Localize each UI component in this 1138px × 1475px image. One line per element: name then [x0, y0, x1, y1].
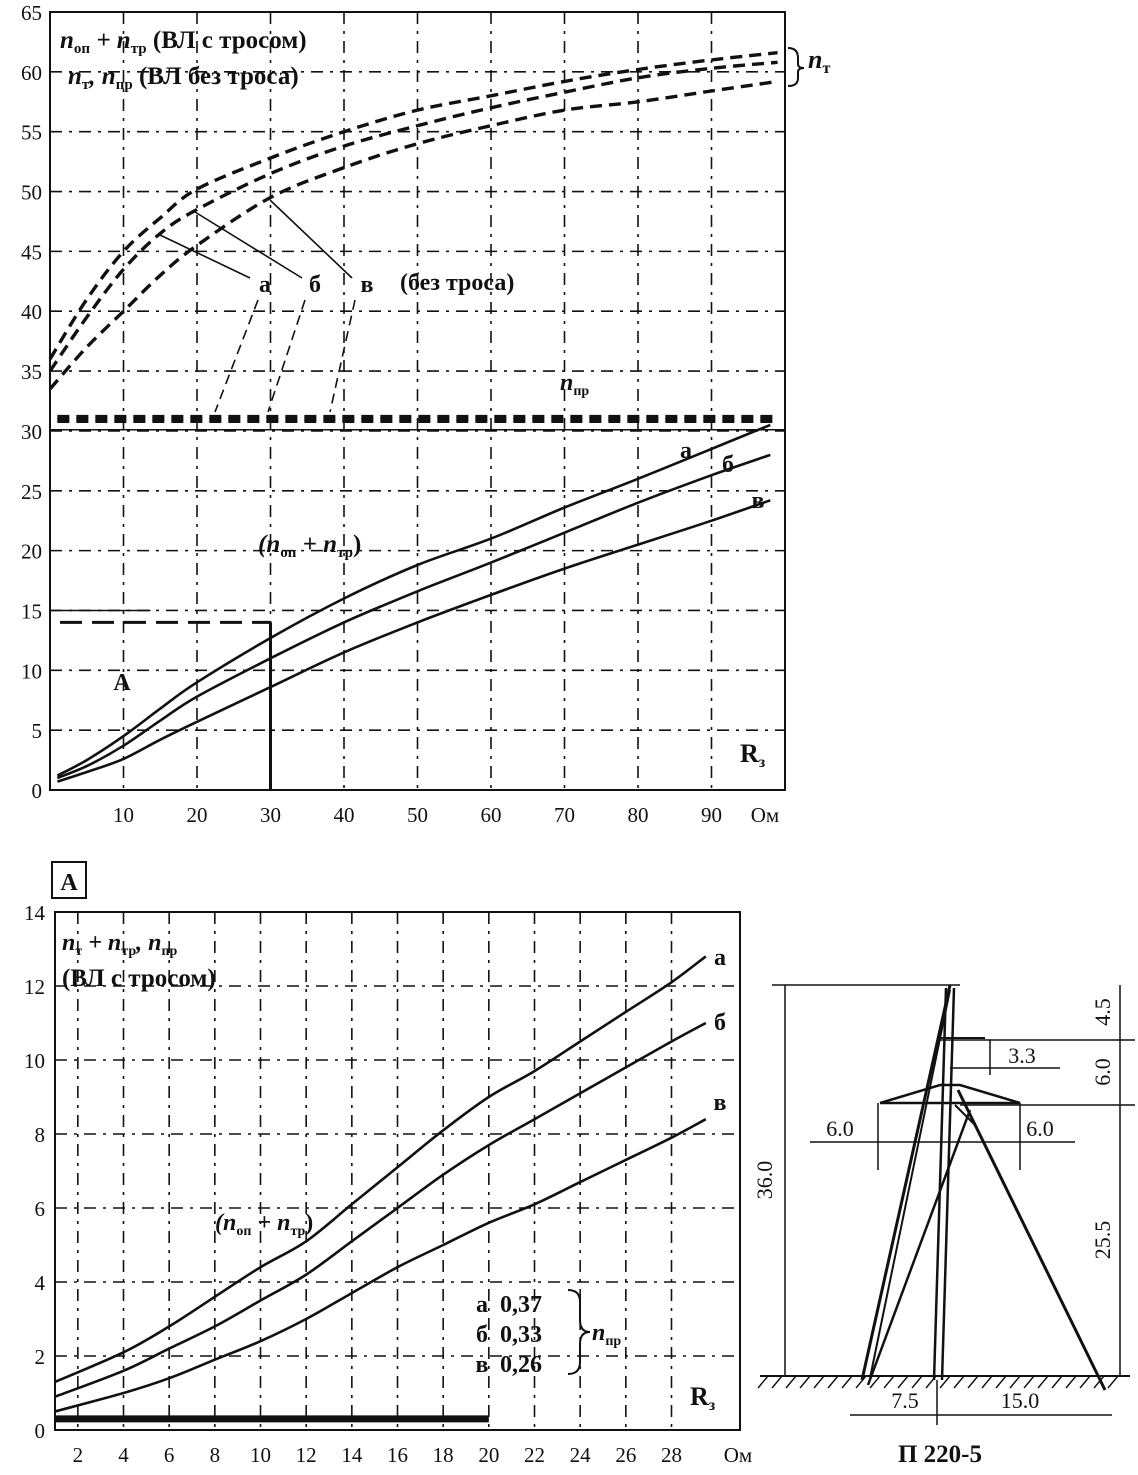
- bottom-y-tick-label: 14: [24, 901, 45, 925]
- bottom-y-tick-label: 8: [34, 1123, 45, 1147]
- bottom-y-tick-label: 10: [24, 1049, 45, 1073]
- top-y-tick-label: 15: [21, 599, 42, 624]
- ground-hatch-mark: [828, 1376, 838, 1388]
- ground-hatch-mark: [786, 1376, 796, 1388]
- dim-base-left-label: 7.5: [891, 1388, 919, 1413]
- top-y-tick-label: 25: [21, 479, 42, 504]
- bottom-x-tick-label: 16: [387, 1443, 408, 1467]
- bottom-x-tick-label: 18: [432, 1443, 454, 1467]
- top-end-letter-v: в: [751, 488, 765, 514]
- top-y-tick-label: 55: [21, 120, 42, 145]
- top-y-tick-label: 0: [31, 779, 42, 803]
- top-y-tick-label: 60: [21, 60, 42, 85]
- top-solid-series-в: [57, 500, 770, 781]
- top-end-letter-b: б: [722, 452, 734, 478]
- dim-arm-top-label: 3.3: [1008, 1043, 1036, 1068]
- top-leader-a2: [215, 300, 258, 412]
- dim-lower-label: 25.5: [1090, 1220, 1115, 1260]
- ground-hatch-mark: [898, 1376, 908, 1388]
- bottom-x-tick-label: 26: [615, 1443, 637, 1467]
- ground-hatch-mark: [842, 1376, 852, 1388]
- tower-diagram: [752, 985, 1135, 1468]
- top-x-tick-label: 90: [701, 803, 722, 827]
- top-y-tick-label: 45: [21, 240, 42, 265]
- ground-hatch-mark: [800, 1376, 810, 1388]
- bottom-x-tick-label: 20: [478, 1443, 500, 1467]
- bottom-x-tick-label: 12: [295, 1443, 317, 1467]
- bottom-x-tick-label: 4: [118, 1443, 129, 1467]
- top-marker-a-label: А: [113, 670, 131, 696]
- bottom-x-tick-label: 24: [569, 1443, 591, 1467]
- bottom-x-tick-label: 28: [661, 1443, 682, 1467]
- tower-brace-1: [868, 1110, 970, 1385]
- ground-hatch-mark: [1010, 1376, 1020, 1388]
- bottom-x-tick-label: 10: [250, 1443, 271, 1467]
- top-end-letter-a: а: [680, 438, 692, 464]
- top-x-tick-label: 30: [260, 803, 281, 827]
- bottom-x-tick-label: 8: [209, 1443, 221, 1467]
- bottom-npr-value: 0,33: [500, 1322, 542, 1348]
- top-y-tick-label: 20: [21, 539, 42, 564]
- top-letter-v: в: [360, 272, 374, 298]
- top-x-tick-label: 10: [113, 803, 134, 827]
- ground-hatch-mark: [1052, 1376, 1062, 1388]
- dim-total-label: 36.0: [752, 1160, 777, 1200]
- bottom-npr-brace: [568, 1290, 590, 1374]
- top-x-tick-label: 20: [186, 803, 208, 827]
- top-x-tick-label: 50: [407, 803, 428, 827]
- dim-arm-right-label: 6.0: [1026, 1116, 1054, 1141]
- top-nt-brace: [788, 48, 804, 86]
- bottom-x-tick-label: 2: [72, 1443, 84, 1467]
- bottom-y-tick-label: 0: [34, 1419, 45, 1443]
- ground-hatch-mark: [1038, 1376, 1048, 1388]
- top-leader-b2: [268, 300, 305, 412]
- bottom-npr-letter: б: [476, 1322, 488, 1348]
- bottom-y-tick-label: 12: [24, 975, 45, 999]
- top-y-tick-label: 40: [21, 300, 42, 325]
- top-letter-b: б: [309, 272, 321, 298]
- top-y-tick-label: 50: [21, 180, 42, 205]
- top-npr-label: $n_{пр}$: [560, 370, 590, 399]
- bottom-x-tick-label: 6: [163, 1443, 175, 1467]
- bottom-mid-label: $(n_{оп} + n_{тр})$: [215, 1210, 314, 1239]
- top-title-line2: $n_т$, $n_{пр}$ (ВЛ без троса): [68, 63, 299, 93]
- top-y-tick-label: 5: [31, 719, 42, 744]
- bottom-x-unit-label: Ом: [723, 1443, 753, 1467]
- bottom-title-line2: (ВЛ с тросом): [62, 965, 216, 992]
- top-x-tick-label: 70: [554, 803, 575, 827]
- ground-hatch-mark: [884, 1376, 894, 1388]
- tower-leg-left-inner: [870, 990, 950, 1378]
- ground-hatch-mark: [1108, 1376, 1118, 1388]
- dim-upper-label: 6.0: [1090, 1058, 1115, 1086]
- bottom-npr-letter: а: [476, 1292, 488, 1318]
- top-no-wire-label: (без троса): [400, 270, 515, 296]
- top-x-tick-label: 80: [627, 803, 649, 827]
- ground-hatch-mark: [968, 1376, 978, 1388]
- dim-top-label: 4.5: [1090, 998, 1115, 1026]
- ground-hatch-mark: [912, 1376, 922, 1388]
- bottom-y-tick-label: 2: [34, 1345, 45, 1369]
- ground-hatch-mark: [954, 1376, 964, 1388]
- bottom-chart: [24, 862, 752, 1467]
- dim-arm-left-label: 6.0: [826, 1116, 854, 1141]
- ground-hatch-mark: [772, 1376, 782, 1388]
- bottom-npr-label: $n_{пр}$: [592, 1320, 622, 1349]
- ground-hatch-mark: [1066, 1376, 1076, 1388]
- top-leader-b: [195, 212, 302, 278]
- top-chart: [21, 1, 830, 827]
- top-y-tick-label: 30: [21, 419, 42, 444]
- top-x-axis-label: Rз: [740, 739, 766, 771]
- ground-hatch-mark: [996, 1376, 1006, 1388]
- top-leader-v2: [330, 300, 355, 412]
- top-x-unit-label: Ом: [750, 803, 780, 827]
- dim-base-right-label: 15.0: [1000, 1388, 1040, 1413]
- bottom-npr-value: 0,26: [500, 1352, 542, 1378]
- tower-caption: П 220-5: [897, 1441, 983, 1468]
- bottom-letter-a: а: [714, 945, 726, 971]
- top-x-tick-label: 40: [333, 803, 355, 827]
- bottom-y-tick-label: 4: [34, 1271, 45, 1295]
- bottom-npr-value: 0,37: [500, 1292, 542, 1318]
- bottom-title-line1: $n_т + n_{тр}$, $n_{пр}$: [62, 930, 178, 959]
- bottom-letter-b: б: [714, 1010, 726, 1036]
- bottom-letter-v: в: [713, 1090, 727, 1116]
- ground-hatch-mark: [758, 1376, 768, 1388]
- bottom-frame-label: А: [60, 870, 78, 896]
- top-title-line1: $n_{оп} + n_{тр}$ (ВЛ с тросом): [60, 27, 307, 57]
- bottom-x-axis-label: Rз: [690, 1382, 716, 1414]
- ground-hatch-mark: [1024, 1376, 1034, 1388]
- top-x-tick-label: 60: [480, 803, 502, 827]
- top-letter-a: а: [259, 272, 271, 298]
- ground-hatch-mark: [814, 1376, 824, 1388]
- bottom-series-в: [55, 1119, 706, 1411]
- top-y-tick-label: 65: [21, 1, 42, 25]
- bottom-x-tick-label: 22: [524, 1443, 545, 1467]
- ground-hatch-mark: [1080, 1376, 1090, 1388]
- top-nt-label: nт: [808, 45, 831, 77]
- bottom-x-tick-label: 14: [341, 1443, 363, 1467]
- bottom-y-tick-label: 6: [34, 1197, 45, 1221]
- top-y-tick-label: 35: [21, 360, 42, 385]
- top-solid-series-а: [57, 425, 770, 776]
- ground-hatch: [758, 1376, 1118, 1388]
- top-y-tick-label: 10: [21, 659, 42, 684]
- bottom-npr-letter: в: [475, 1352, 489, 1378]
- ground-hatch-mark: [982, 1376, 992, 1388]
- top-mid-label: $(n_{оп} + n_{тр})$: [258, 531, 362, 561]
